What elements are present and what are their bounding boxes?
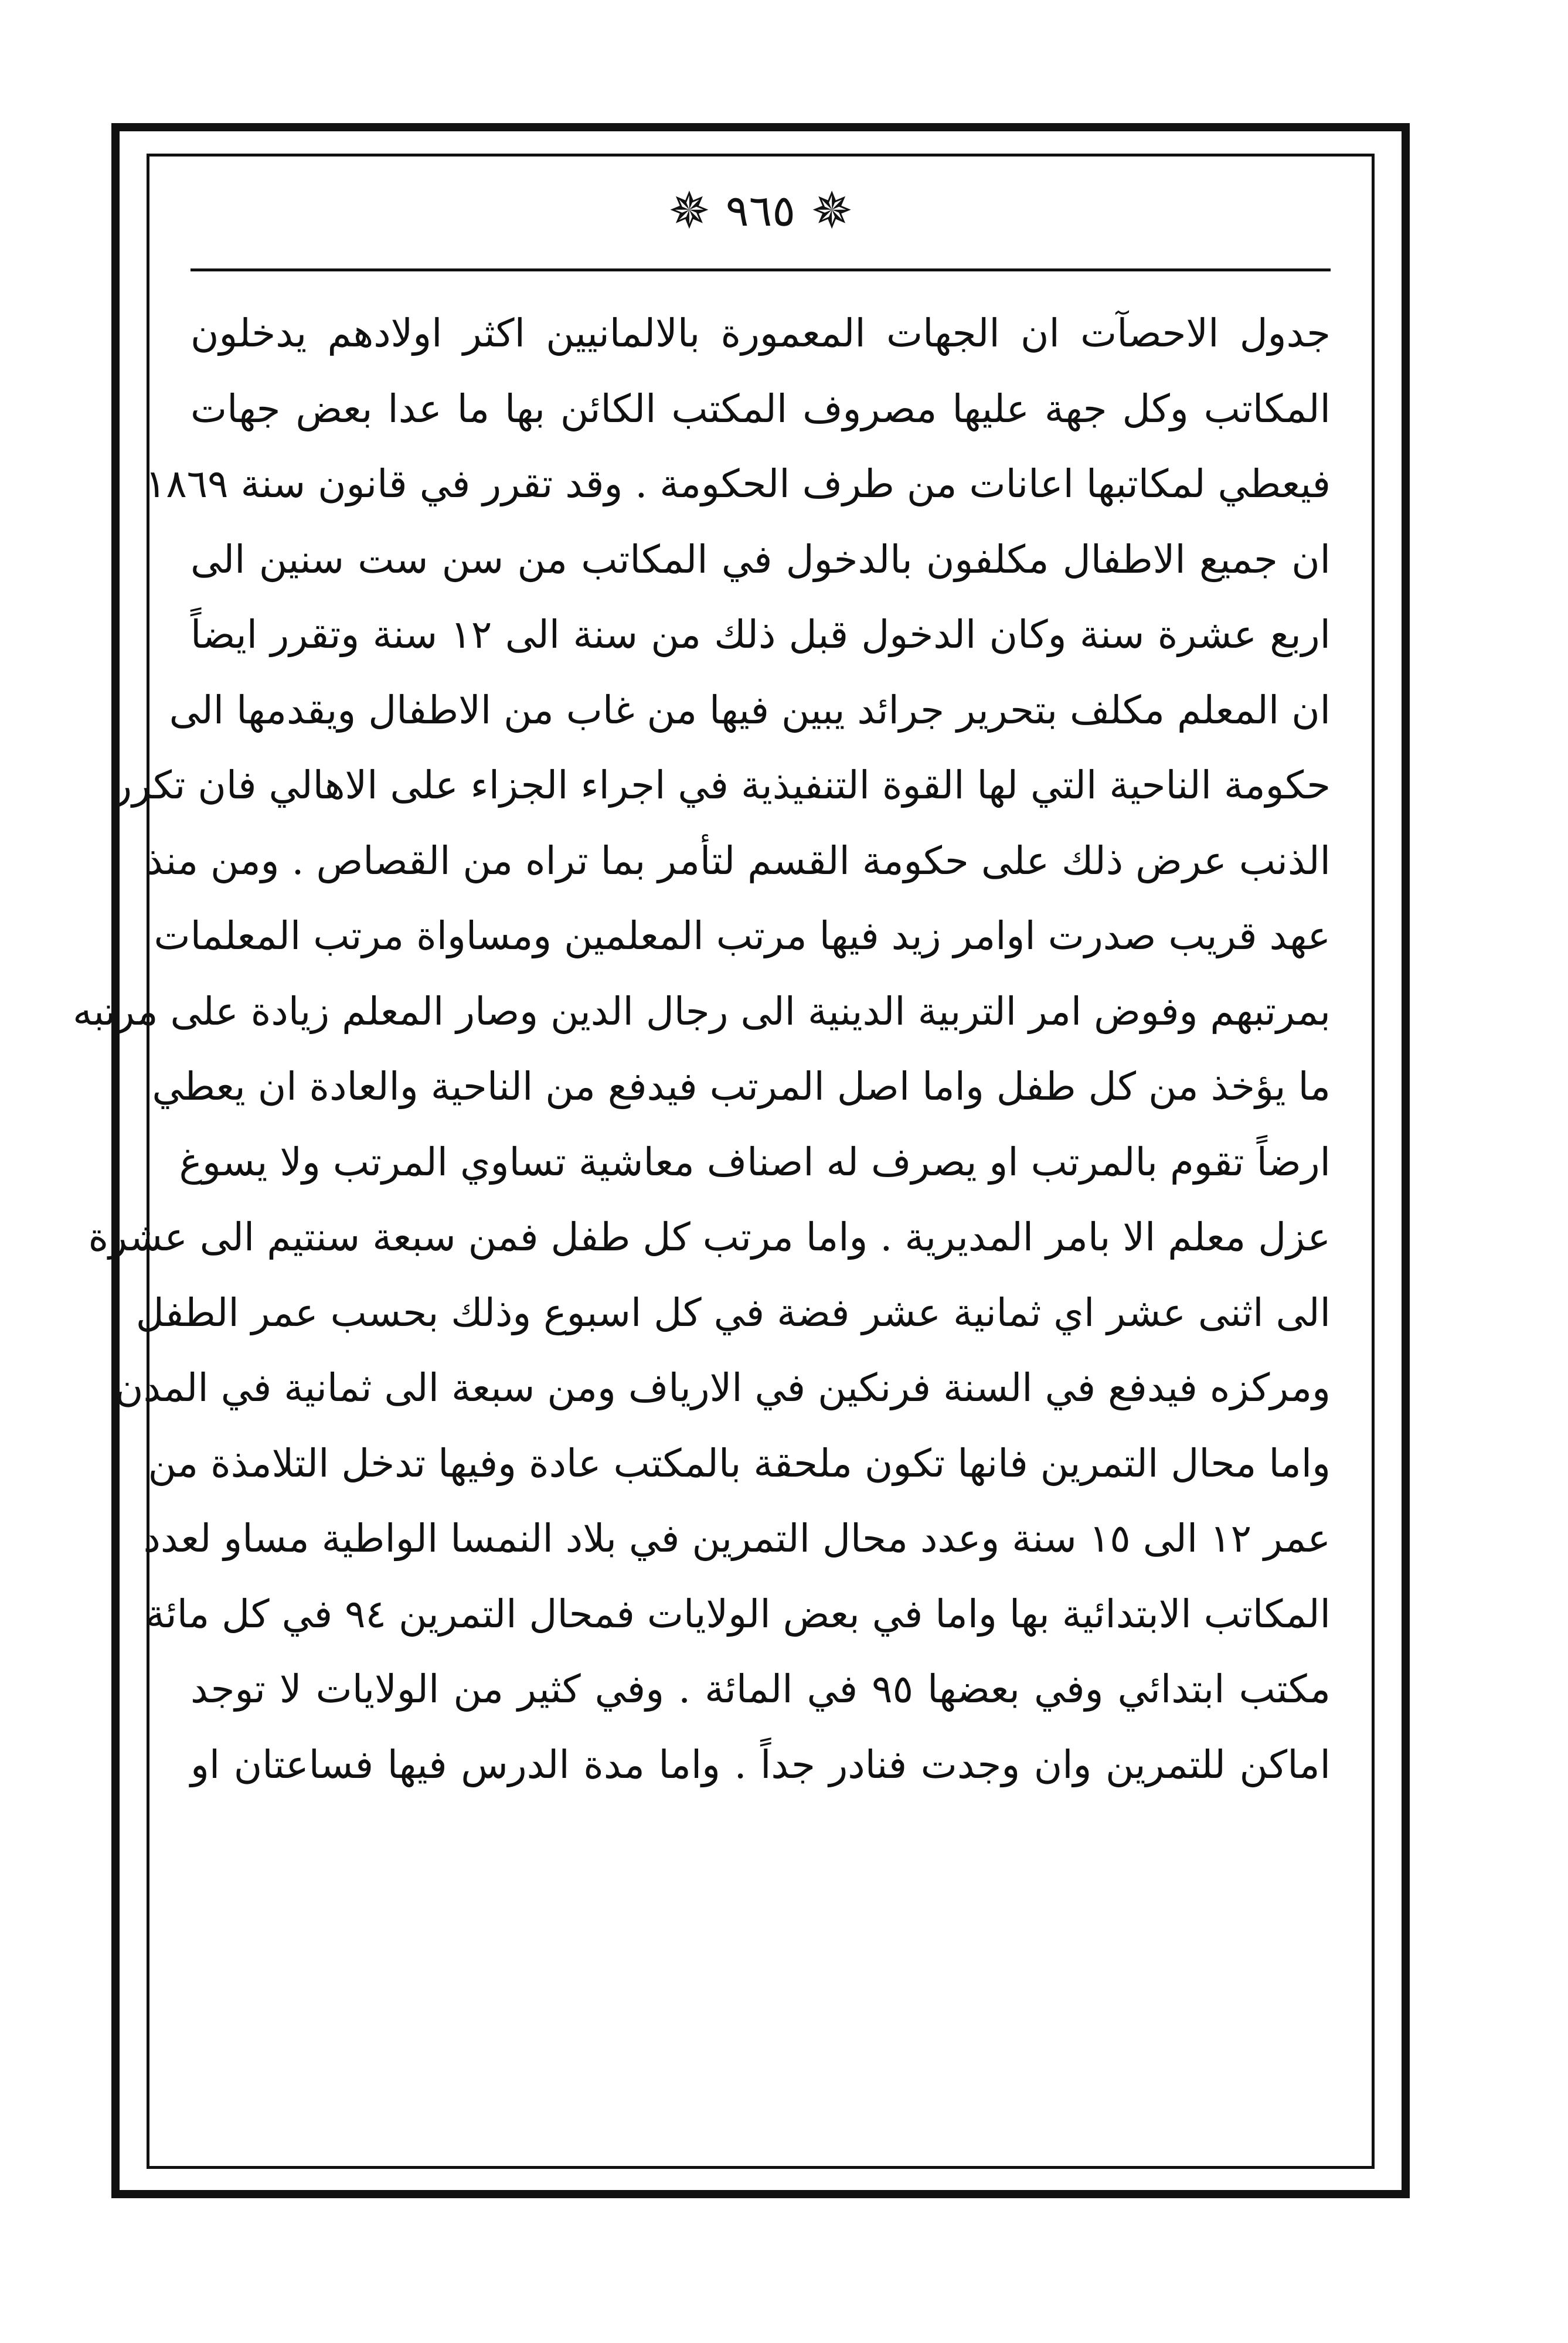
ornament-star-icon: ✵: [668, 182, 710, 240]
text-line: ومركزه فيدفع في السنة فرنكين في الارياف ومن سبعة الى ثمانية في المدن: [115, 1365, 1331, 1410]
text-line: عزل معلم الا بامر المديرية . واما مرتب كل طفل فمن سبعة سنتيم الى عشرة: [88, 1215, 1331, 1260]
text-line: عمر ١٢ الى ١٥ سنة وعدد محال التمرين في بلاد النمسا الواطية مساو لعدد: [143, 1516, 1331, 1561]
text-line: مكتب ابتدائي وفي بعضها ٩٥ في المائة . وفي كثير من الولايات لا توجد: [191, 1667, 1331, 1712]
text-line: فيعطي لمكاتبها اعانات من طرف الحكومة . وقد تقرر في قانون سنة ١٨٦٩: [145, 461, 1331, 506]
page-header: [147, 176, 1375, 246]
text-line: ارضاً تقوم بالمرتب او يصرف له اصناف معاشية تساوي المرتب ولا يسوغ: [179, 1139, 1331, 1185]
text-line: اماكن للتمرين وان وجدت فنادر جداً . واما مدة الدرس فيها فساعتان او: [191, 1742, 1331, 1787]
text-line: المكاتب وكل جهة عليها مصروف المكتب الكائن بها ما عدا بعض جهات: [191, 386, 1331, 431]
text-line: ان المعلم مكلف بتحرير جرائد يبين فيها من غاب من الاطفال ويقدمها الى: [169, 687, 1331, 733]
text-line: الذنب عرض ذلك على حكومة القسم لتأمر بما تراه من القصاص . ومن منذ: [145, 838, 1331, 883]
header-divider: [191, 268, 1331, 271]
text-line: ما يؤخذ من كل طفل واما اصل المرتب فيدفع من الناحية والعادة ان يعطي: [152, 1064, 1331, 1109]
text-line: المكاتب الابتدائية بها واما في بعض الولايات فمحال التمرين ٩٤ في كل مائة: [145, 1591, 1331, 1637]
ornament-star-icon: ✵: [811, 182, 853, 240]
text-line: واما محال التمرين فانها تكون ملحقة بالمكتب عادة وفيها تدخل التلامذة من: [148, 1440, 1331, 1486]
page-number: ٩٦٥: [725, 186, 796, 236]
text-line: حكومة الناحية التي لها القوة التنفيذية في اجراء الجزاء على الاهالي فان تكرر: [113, 763, 1331, 808]
body-text: [73, 296, 1331, 1803]
text-line: عهد قريب صدرت اوامر زيد فيها مرتب المعلمين ومساواة مرتب المعلمات: [154, 913, 1331, 958]
text-line: جدول الاحصآت ان الجهات المعمورة بالالمانيين اكثر اولادهم يدخلون: [191, 311, 1331, 356]
text-line: اربع عشرة سنة وكان الدخول قبل ذلك من سنة الى ١٢ سنة وتقرر ايضاً: [191, 612, 1331, 657]
text-line: بمرتبهم وفوض امر التربية الدينية الى رجال الدين وصار المعلم زيادة على مرتبه: [73, 988, 1331, 1034]
text-line: الى اثنى عشر اي ثمانية عشر فضة في كل اسبوع وذلك بحسب عمر الطفل: [135, 1290, 1331, 1335]
text-line: ان جميع الاطفال مكلفون بالدخول في المكاتب من سن ست سنين الى: [191, 536, 1331, 582]
